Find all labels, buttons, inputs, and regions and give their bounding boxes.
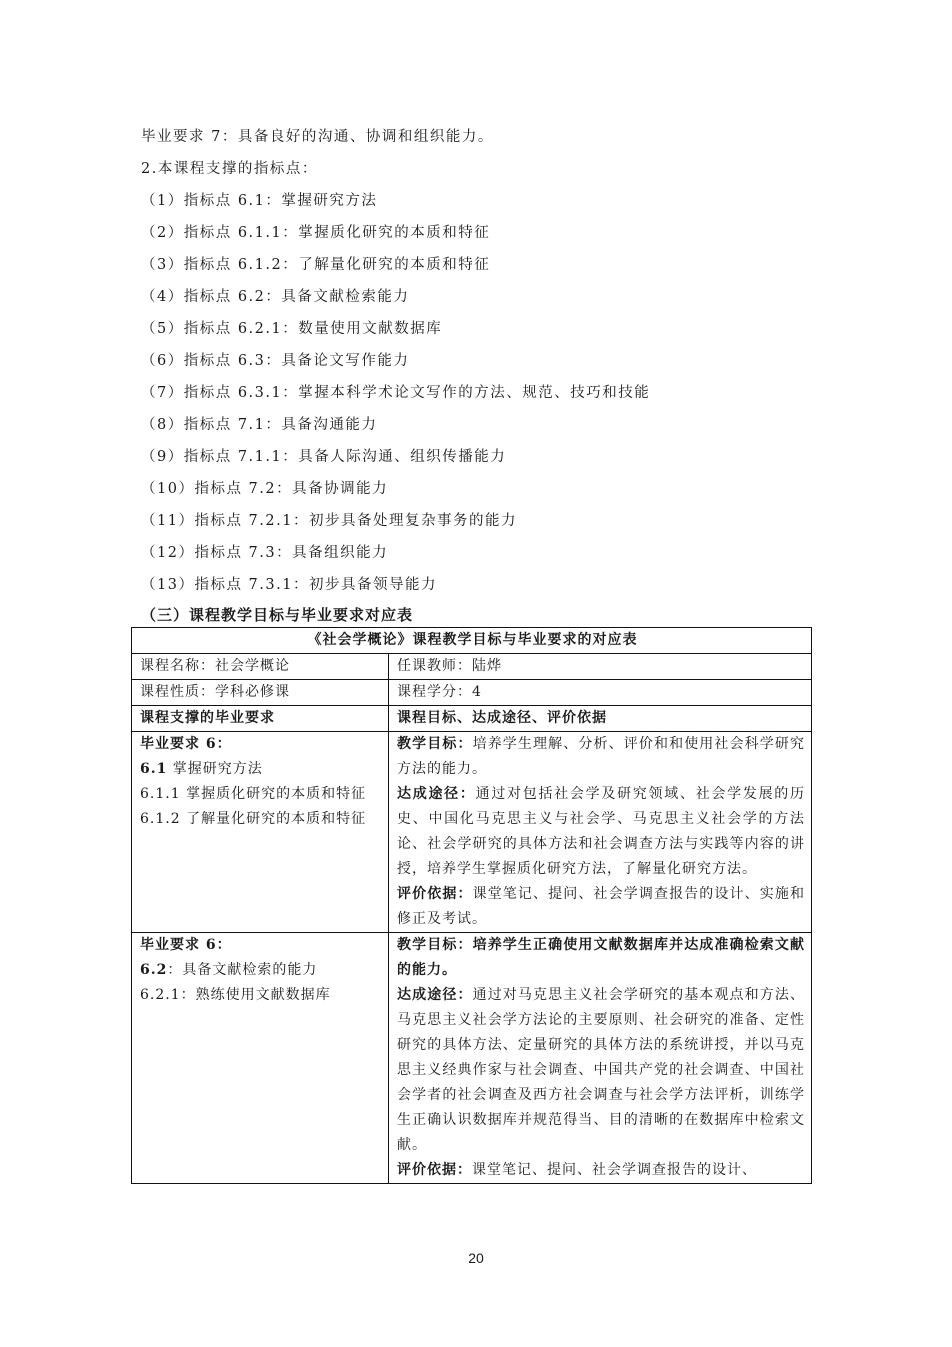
indicator-line: （9）指标点 7.1.1：具备人际沟通、组织传播能力 bbox=[141, 449, 507, 465]
indicator-line: （5）指标点 6.2.1：数量使用文献数据库 bbox=[141, 321, 443, 337]
indicator-line: （2）指标点 6.1.1：掌握质化研究的本质和特征 bbox=[141, 225, 491, 241]
objective-cell bbox=[389, 732, 812, 933]
indicator-line: （6）指标点 6.3：具备论文写作能力 bbox=[141, 353, 410, 369]
table-row bbox=[132, 654, 812, 680]
teaching-goal bbox=[397, 933, 805, 983]
sub-indicator: 6.1.2 了解量化研究的本质和特征 bbox=[140, 811, 367, 827]
indicator-line: （7）指标点 6.3.1：掌握本科学术论文写作的方法、规范、技巧和技能 bbox=[141, 385, 651, 401]
requirement-title: 毕业要求 6： bbox=[140, 736, 232, 752]
indicator-number: 6.1 bbox=[140, 761, 168, 777]
path-label: 达成途径： bbox=[397, 786, 476, 802]
table-title-row bbox=[132, 628, 812, 654]
objective-cell bbox=[389, 933, 812, 1184]
credits-cell: 课程学分：4 bbox=[389, 680, 812, 706]
indicator-line: （11）指标点 7.2.1：初步具备处理复杂事务的能力 bbox=[141, 513, 517, 529]
teacher-cell: 任课教师：陆烨 bbox=[389, 654, 812, 680]
intro-line: 毕业要求 7：具备良好的沟通、协调和组织能力。 bbox=[141, 129, 494, 145]
indicator-number: 6.2 bbox=[140, 962, 168, 978]
path-label: 达成途径： bbox=[397, 987, 473, 1003]
eval-text: 课堂笔记、提问、社会学调查报告的设计、实施和修正及考试。 bbox=[397, 886, 805, 927]
eval-label: 评价依据： bbox=[397, 1162, 472, 1178]
header-left: 课程支撑的毕业要求 bbox=[132, 706, 389, 732]
evaluation-basis bbox=[397, 882, 805, 932]
requirement-title: 毕业要求 6： bbox=[140, 937, 232, 953]
intro-line: 2.本课程支撑的指标点： bbox=[141, 161, 318, 177]
indicator-text: 掌握研究方法 bbox=[167, 761, 263, 777]
goal-text: 培养学生理解、分析、评价和和使用社会科学研究方法的能力。 bbox=[397, 736, 805, 777]
header-right: 课程目标、达成途径、评价依据 bbox=[389, 706, 812, 732]
course-name-cell: 课程名称：社会学概论 bbox=[132, 654, 389, 680]
indicator-line: （8）指标点 7.1：具备沟通能力 bbox=[141, 417, 378, 433]
table-row bbox=[132, 933, 812, 1184]
path-text: 通过对包括社会学及研究领域、社会学发展的历史、中国化马克思主义与社会学、马克思主义社会学的方法论、社会学研究的具体方法和社会调查方法与实践等内容的讲授，培养学生掌握质化研究方法，了解量化研究方法。 bbox=[397, 786, 806, 877]
goal-text: 培养学生正确使用文献数据库并达成准确检索文献的能力。 bbox=[397, 937, 805, 978]
teaching-goal bbox=[397, 732, 805, 782]
indicator-text: ：具备文献检索的能力 bbox=[167, 962, 318, 978]
indicator-line: （10）指标点 7.2：具备协调能力 bbox=[141, 481, 389, 497]
eval-label: 评价依据： bbox=[397, 886, 473, 902]
table-title: 《社会学概论》课程教学目标与毕业要求的对应表 bbox=[132, 628, 812, 654]
eval-text: 课堂笔记、提问、社会学调查报告的设计、 bbox=[472, 1162, 757, 1178]
sub-indicator: 6.2.1：熟练使用文献数据库 bbox=[140, 987, 331, 1003]
table-header-row bbox=[132, 706, 812, 732]
goal-label: 教学目标： bbox=[397, 937, 473, 953]
requirement-cell bbox=[132, 933, 389, 1184]
goal-label: 教学目标： bbox=[397, 736, 473, 752]
section-heading: （三）课程教学目标与毕业要求对应表 bbox=[141, 606, 414, 624]
mapping-table bbox=[131, 627, 812, 1184]
indicator-line: （13）指标点 7.3.1：初步具备领导能力 bbox=[141, 577, 437, 593]
course-nature-cell: 课程性质：学科必修课 bbox=[132, 680, 389, 706]
indicator-line: （3）指标点 6.1.2：了解量化研究的本质和特征 bbox=[141, 257, 491, 273]
achievement-path bbox=[397, 983, 805, 1158]
indicator-point bbox=[140, 958, 382, 983]
table-row bbox=[132, 732, 812, 933]
table-row bbox=[132, 680, 812, 706]
indicator-point bbox=[140, 757, 382, 782]
indicator-line: （4）指标点 6.2：具备文献检索能力 bbox=[141, 289, 410, 305]
achievement-path bbox=[397, 782, 805, 882]
indicator-line: （12）指标点 7.3：具备组织能力 bbox=[141, 545, 389, 561]
path-text: 通过对马克思主义社会学研究的基本观点和方法、马克思主义社会学方法论的主要原则、社会研究的准备、定性研究的具体方法、定量研究的具体方法的系统讲授，并以马克思主义经典作家与社会调查、中国共产党的社会调查、中国社会学者的社会调查及西方社会调查与社会学方法评析，训练学生正确认识数据库并规范得当、目的清晰的在数据库中检索文献。 bbox=[397, 987, 805, 1153]
page-number: 20 bbox=[468, 1250, 484, 1266]
requirement-cell bbox=[132, 732, 389, 933]
sub-indicator: 6.1.1 掌握质化研究的本质和特征 bbox=[140, 786, 367, 802]
indicator-line: （1）指标点 6.1：掌握研究方法 bbox=[141, 193, 378, 209]
evaluation-basis bbox=[397, 1158, 805, 1183]
